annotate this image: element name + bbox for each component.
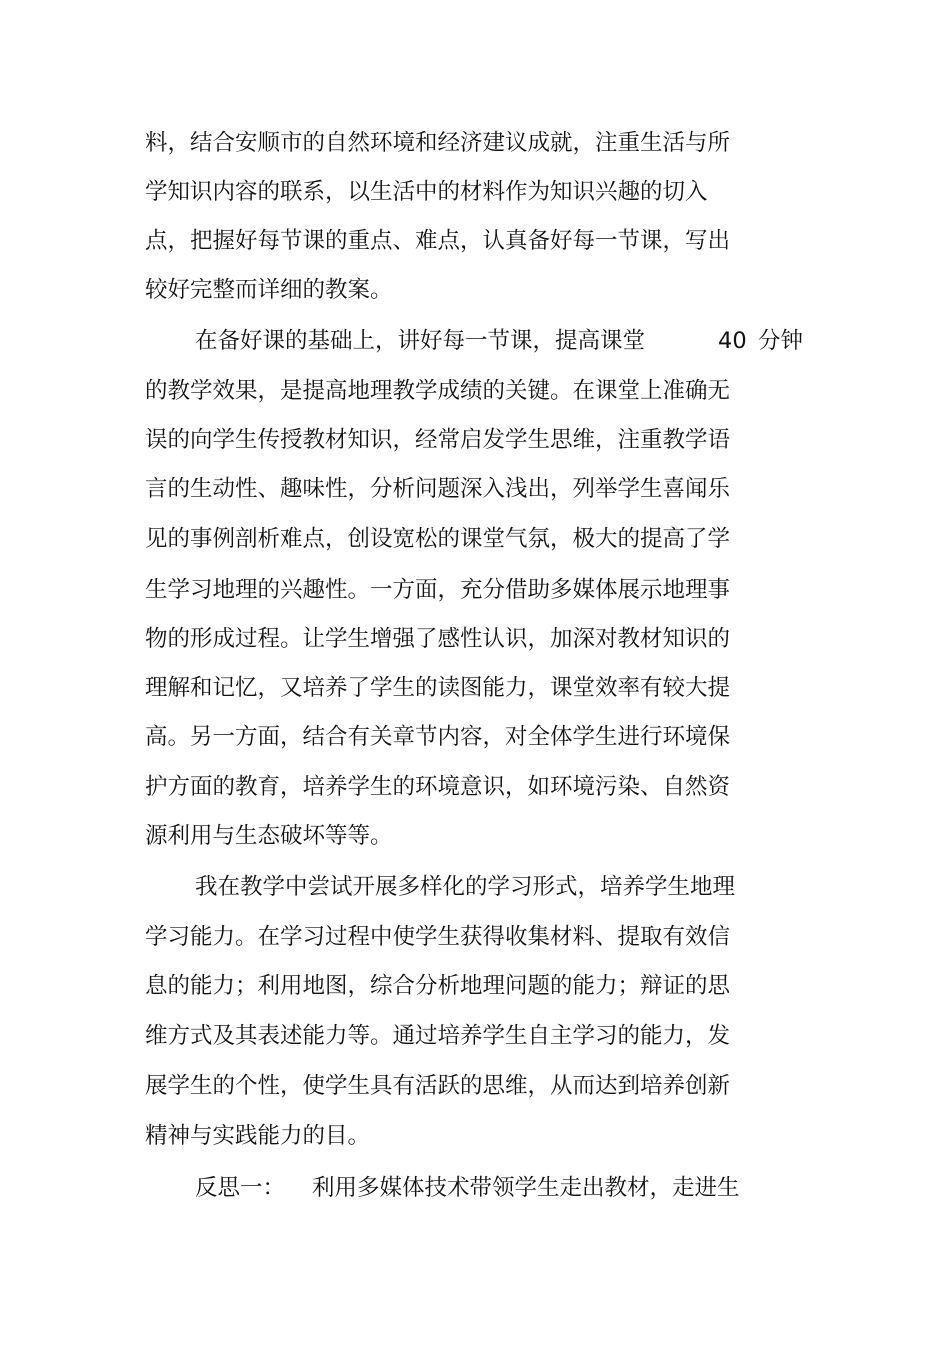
paragraph-2-line-1-start: 在备好课的基础上，讲好每一节课，提高课堂 [195, 328, 646, 354]
paragraph-2-line-11: 源利用与生态破坏等等。 [145, 823, 393, 849]
paragraph-3-line-1: 我在教学中尝试开展多样化的学习形式，培养学生地理 [195, 874, 736, 900]
paragraph-2-line-8: 理解和记忆，又培养了学生的读图能力，课堂效率有较大提 [145, 675, 731, 701]
paragraph-3-line-3: 息的能力；利用地图，综合分析地理问题的能力；辩证的思 [145, 973, 731, 999]
paragraph-2-line-4: 言的生动性、趣味性，分析问题深入浅出，列举学生喜闻乐 [145, 476, 731, 502]
paragraph-1-line-2: 学知识内容的联系，以生活中的材料作为知识兴趣的切入 [145, 179, 708, 205]
paragraph-2-line-1-end: 分钟 [758, 328, 804, 354]
paragraph-2-line-9: 高。另一方面，结合有关章节内容，对全体学生进行环境保 [145, 724, 731, 750]
paragraph-3-line-4: 维方式及其表述能力等。通过培养学生自主学习的能力，发 [145, 1023, 731, 1049]
reflection-label: 反思一： [195, 1175, 286, 1201]
paragraph-3-line-6: 精神与实践能力的目。 [145, 1123, 371, 1149]
reflection-text: 利用多媒体技术带领学生走出教材，走进生 [312, 1175, 740, 1201]
paragraph-2-line-5: 见的事例剖析难点，创设宽松的课堂气氛，极大的提高了学 [145, 526, 731, 552]
paragraph-3-line-2: 学习能力。在学习过程中使学生获得收集材料、提取有效信 [145, 924, 731, 950]
paragraph-2-line-3: 误的向学生传授教材知识，经常启发学生思维，注重教学语 [145, 427, 731, 453]
paragraph-1-line-3: 点，把握好每节课的重点、难点，认真备好每一节课，写出 [145, 228, 731, 254]
paragraph-2-line-10: 护方面的教育，培养学生的环境意识，如环境污染、自然资 [145, 774, 731, 800]
paragraph-2-line-6: 生学习地理的兴趣性。一方面，充分借助多媒体展示地理事 [145, 577, 731, 603]
paragraph-3-line-5: 展学生的个性，使学生具有活跃的思维，从而达到培养创新 [145, 1073, 731, 1099]
paragraph-1-line-4: 较好完整而详细的教案。 [145, 277, 393, 303]
paragraph-2-line-2: 的教学效果，是提高地理教学成绩的关键。在课堂上准确无 [145, 378, 731, 404]
paragraph-1-line-1: 料，结合安顺市的自然环境和经济建议成就，注重生活与所 [145, 130, 731, 156]
paragraph-2-number: 40 [718, 328, 747, 354]
paragraph-2-line-7: 物的形成过程。让学生增强了感性认识，加深对教材知识的 [145, 626, 731, 652]
